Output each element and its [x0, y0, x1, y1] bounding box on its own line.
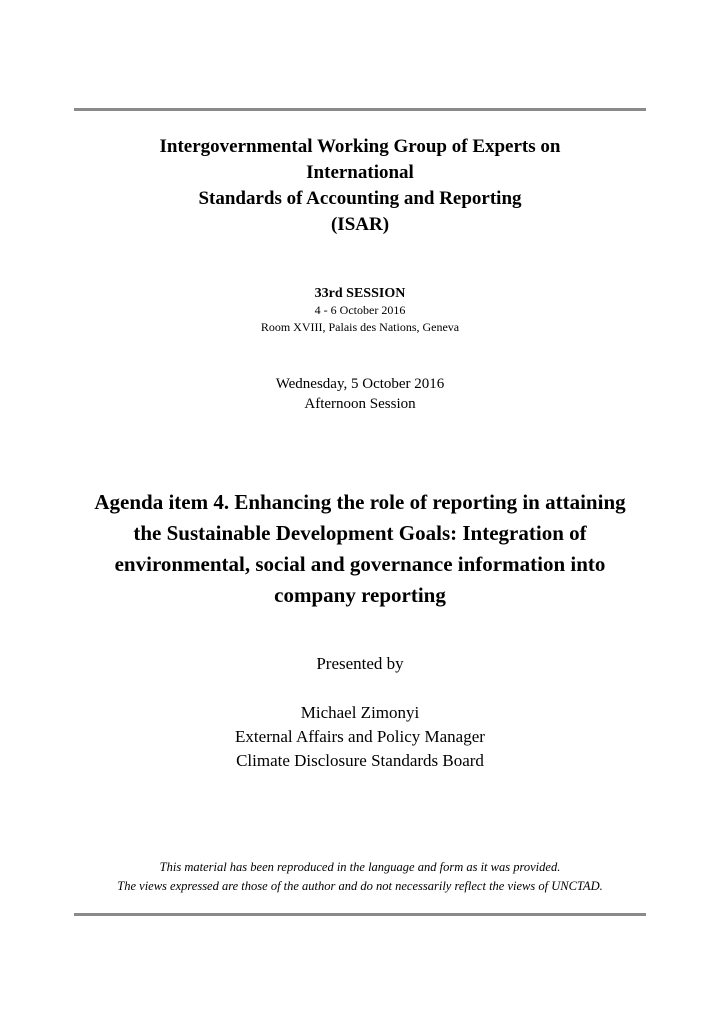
- agenda-title-line-1: Agenda item 4. Enhancing the role of reporting in attaining: [94, 490, 626, 514]
- presenter-organization: Climate Disclosure Standards Board: [236, 751, 484, 770]
- working-group-title-line-3: Standards of Accounting and Reporting: [198, 188, 522, 209]
- agenda-title: [0, 487, 720, 611]
- working-group-title-line-1: Intergovernmental Working Group of Experts on: [159, 136, 561, 157]
- schedule-info: [0, 374, 720, 414]
- working-group-title: [0, 134, 720, 238]
- agenda-title-line-3: environmental, social and governance information into: [114, 552, 606, 576]
- schedule-day: Wednesday, 5 October 2016: [275, 376, 445, 392]
- bottom-divider: [74, 913, 646, 916]
- presenter-info: [0, 701, 720, 773]
- agenda-title-line-4: company reporting: [274, 583, 446, 607]
- presenter-name: Michael Zimonyi: [300, 703, 420, 722]
- disclaimer: [0, 858, 720, 896]
- presented-by-label: Presented by: [316, 654, 404, 673]
- presenter-role: External Affairs and Policy Manager: [235, 727, 485, 746]
- agenda-title-line-2: the Sustainable Development Goals: Integration of: [133, 521, 587, 545]
- working-group-title-line-2: International: [306, 162, 414, 183]
- disclaimer-line-2: The views expressed are those of the author and do not necessarily reflect the views of UNCTAD.: [117, 879, 603, 893]
- top-divider: [74, 108, 646, 111]
- schedule-period: Afternoon Session: [304, 396, 416, 412]
- presented-by: [0, 652, 720, 676]
- session-label: 33rd SESSION: [314, 286, 406, 301]
- session-venue: Room XVIII, Palais des Nations, Geneva: [260, 320, 460, 334]
- disclaimer-line-1: This material has been reproduced in the language and form as it was provided.: [159, 860, 561, 874]
- working-group-title-line-4: (ISAR): [330, 214, 390, 235]
- session-dates: 4 - 6 October 2016: [314, 303, 406, 317]
- session-info: [0, 285, 720, 336]
